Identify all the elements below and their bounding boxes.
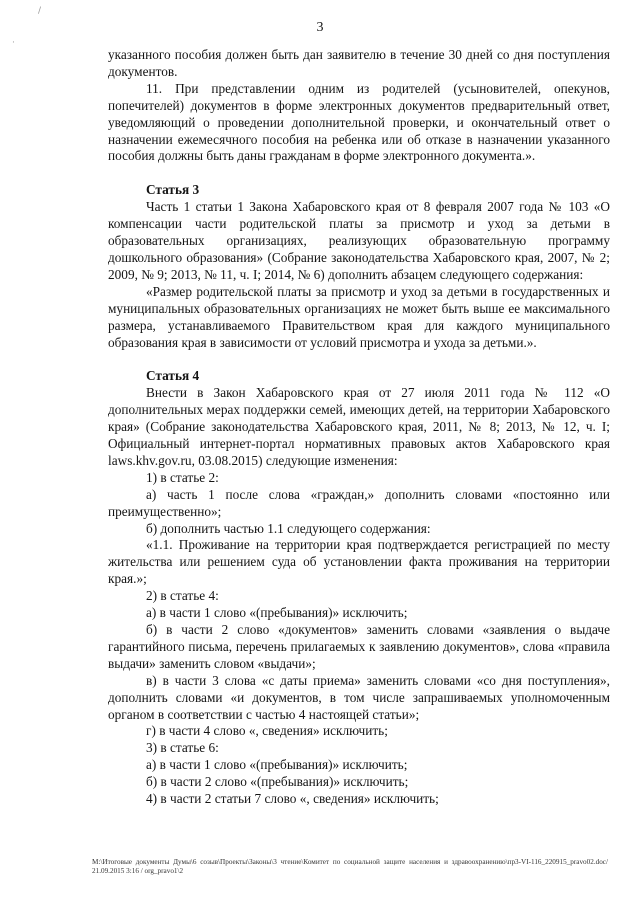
paragraph: 3) в статье 6: [146, 740, 219, 756]
scan-speck: · [12, 38, 15, 48]
paragraph: указанного пособия должен быть дан заявителю в течение 30 дней со дня поступления документов. [108, 47, 610, 79]
paragraph: 4) в части 2 статьи 7 слово «, сведения» исключить; [146, 791, 439, 807]
paragraph: Часть 1 статьи 1 Закона Хабаровского края от 8 февраля 2007 года № 103 «О компенсации части родительской платы за присмотр и уход за детьми в образовательных организациях, реализующих образовательную программу дошкольного образования» (Собрание законодательства Хабаровского края, 2007, № 2; 2009, № 9; 2013, № 11, ч. I; 2014, № 6) дополнить абзацем следующего содержания: [108, 199, 610, 282]
paragraph: а) часть 1 после слова «граждан,» дополнить словами «постоянно или преимущественно»; [108, 486, 610, 519]
paragraph: б) в части 2 слово «документов» заменить словами «заявления о выдаче гарантийного письма, перечень прилагаемых к заявлению документов», слова «правила выдачи» заменить словом «выдачи»; [108, 622, 610, 671]
file-path-footer: M:\Итоговые документы Думы\6 созыв\Проекты\Законы\3 чтение\Комитет по социальной защите населения и здравоохранению\пр3-VI-116_220915_pravo02.doc/ 21.09.2015 3:16 / org_pravo1\2 [92, 858, 608, 875]
paragraph: в) в части 3 слова «с даты приема» заменить словами «со дня поступления», дополнить словами «и документов, в том числе запрашиваемых уполномоченным органом в соответствии с частью 4 настоящей статьи»; [108, 672, 610, 722]
paragraph: 2) в статье 4: [146, 588, 219, 604]
paragraph: б) дополнить частью 1.1 следующего содержания: [146, 520, 431, 536]
paragraph: Внести в Закон Хабаровского края от 27 июля 2011 года № 112 «О дополнительных мерах поддержки семей, имеющих детей, на территории Хабаровского края» (Собрание законодательства Хабаровского края, 2011, № 8; 2013, № 12, ч. I; Официальный интернет-портал нормативных правовых актов Хабаровского края laws.khv.gov.ru, 03.08.2015) следующие изменения: [108, 385, 610, 468]
page-number: 3 [316, 20, 324, 35]
paragraph: а) в части 1 слово «(пребывания)» исключить; [146, 757, 408, 773]
paragraph: 11. При представлении одним из родителей (усыновителей, опекунов, попечителей) документов в форме электронных документов предварительный ответ, уведомляющий о проведении дополнительной проверки, и окончательный ответ о назначении ежемесячного пособия на ребенка или об отказе в назначении указанного пособия должны быть даны гражданам в форме электронного документа.». [108, 80, 610, 164]
article-heading: Статья 3 [146, 182, 200, 198]
paragraph: «Размер родительской платы за присмотр и уход за детьми в государственных и муниципальных образовательных организациях не может быть выше ее максимального размера, устанавливаемого Правительством края для каждого муниципального образования края в зависимости от условий присмотра и ухода за детьми.». [108, 283, 610, 350]
article-heading: Статья 4 [146, 368, 200, 384]
document-body [108, 47, 610, 808]
scan-speck: / [38, 6, 42, 16]
paragraph: а) в части 1 слово «(пребывания)» исключить; [146, 605, 408, 621]
paragraph: г) в части 4 слово «, сведения» исключить; [146, 723, 388, 739]
paragraph: «1.1. Проживание на территории края подтверждается регистрацией по месту жительства или решением суда об установлении факта проживания на территории края.»; [108, 537, 610, 587]
paragraph: б) в части 2 слово «(пребывания)» исключить; [146, 774, 409, 790]
paragraph: 1) в статье 2: [146, 469, 219, 485]
